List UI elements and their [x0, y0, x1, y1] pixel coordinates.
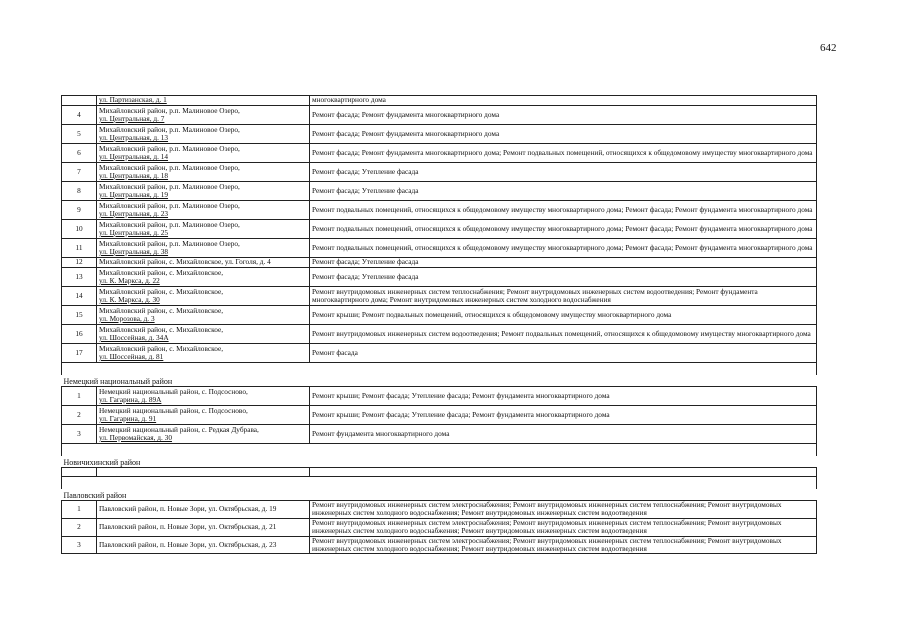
spacer-row [62, 444, 817, 457]
table-row [62, 344, 817, 363]
row-number: 2 [62, 406, 97, 425]
district-name: Павловский район [62, 489, 817, 501]
address-line: ул. К. Маркса, д. 22 [99, 276, 160, 285]
row-works: Ремонт внутридомовых инженерных систем электроснабжения; Ремонт внутридомовых инженерных систем теплоснабжения; Ремонт внутридомовых инженерных систем холодного водоснабжения; Ремонт внутридомовых инженерных систем водоотведения [310, 536, 817, 554]
row-address [97, 163, 310, 182]
row-works: Ремонт крыши; Ремонт фасада; Утепление фасада; Ремонт фундамента многоквартирного дома [310, 387, 817, 406]
table-row [62, 406, 817, 425]
address-line: Михайловский район, р.п. Малиновое Озеро, [99, 219, 240, 229]
table-row [62, 106, 817, 125]
row-works: многоквартирного дома [310, 96, 817, 106]
address-line: ул. Партизанская, д. 1 [99, 95, 167, 105]
row-works: Ремонт фасада; Утепление фасада [310, 268, 817, 287]
row-works: Ремонт внутридомовых инженерных систем водоотведения; Ремонт подвальных помещений, относящихся к общедомовому имуществу многоквартирного дома [310, 325, 817, 344]
table-row [62, 182, 817, 201]
table-row [62, 268, 817, 287]
row-number: 7 [62, 163, 97, 182]
row-address [97, 306, 310, 325]
table-row [62, 144, 817, 163]
row-number: 12 [62, 258, 97, 268]
district-header-row [62, 456, 817, 468]
empty-row [62, 468, 817, 477]
district-header-row [62, 375, 817, 387]
row-number: 11 [62, 239, 97, 258]
table-row [62, 501, 817, 519]
row-number: 16 [62, 325, 97, 344]
address-line: ул. К. Маркса, д. 30 [99, 295, 160, 304]
district-header-row [62, 489, 817, 501]
row-address [97, 144, 310, 163]
row-address [97, 501, 310, 519]
address-line: ул. Центральная, д. 13 [99, 133, 169, 142]
row-number: 8 [62, 182, 97, 201]
address-line: ул. Центральная, д. 23 [99, 209, 169, 218]
row-number: 2 [62, 518, 97, 536]
table-row [62, 325, 817, 344]
row-works: Ремонт крыши; Ремонт подвальных помещений, относящихся к общедомовому имуществу многоквартирного дома [310, 306, 817, 325]
table-row [62, 287, 817, 306]
row-address [97, 325, 310, 344]
row-works: Ремонт подвальных помещений, относящихся к общедомовому имуществу многоквартирного дома; Ремонт фасада; Ремонт фундамента многоквартирного дома [310, 201, 817, 220]
row-number: 10 [62, 220, 97, 239]
table-row [62, 163, 817, 182]
row-works: Ремонт внутридомовых инженерных систем электроснабжения; Ремонт внутридомовых инженерных систем теплоснабжения; Ремонт внутридомовых инженерных систем холодного водоснабжения; Ремонт внутридомовых инженерных систем водоотведения [310, 518, 817, 536]
table-row [62, 201, 817, 220]
spacer-cell [62, 477, 817, 490]
address-line: Михайловский район, р.п. Малиновое Озеро, [99, 162, 240, 172]
row-address [97, 220, 310, 239]
row-address [97, 425, 310, 444]
row-works: Ремонт фасада; Ремонт фундамента многоквартирного дома [310, 125, 817, 144]
row-address [97, 201, 310, 220]
table-row [62, 239, 817, 258]
address-line: Михайловский район, р.п. Малиновое Озеро, [99, 238, 240, 248]
table-row [62, 306, 817, 325]
row-number: 5 [62, 125, 97, 144]
row-works: Ремонт крыши; Ремонт фасада; Утепление фасада; Ремонт фундамента многоквартирного дома [310, 406, 817, 425]
row-address [97, 344, 310, 363]
address-line: ул. Центральная, д. 38 [99, 247, 169, 256]
row-works: Ремонт внутридомовых инженерных систем электроснабжения; Ремонт внутридомовых инженерных систем теплоснабжения; Ремонт внутридомовых инженерных систем холодного водоснабжения; Ремонт внутридомовых инженерных систем водоотведения [310, 501, 817, 519]
row-works: Ремонт фундамента многоквартирного дома [310, 425, 817, 444]
row-works: Ремонт фасада; Утепление фасада [310, 182, 817, 201]
spacer-cell [62, 444, 817, 457]
row-number: 9 [62, 201, 97, 220]
address-line: Михайловский район, р.п. Малиновое Озеро, [99, 105, 240, 115]
row-number: 3 [62, 536, 97, 554]
address-line: Михайловский район, р.п. Малиновое Озеро, [99, 200, 240, 210]
row-works: Ремонт внутридомовых инженерных систем теплоснабжения; Ремонт внутридомовых инженерных систем водоотведения; Ремонт фундамента многоквартирного дома; Ремонт внутридомовых инженерных систем холодного водоснабжения [310, 287, 817, 306]
row-works: Ремонт фасада; Ремонт фундамента многоквартирного дома [310, 106, 817, 125]
row-address [97, 96, 310, 106]
table-row [62, 96, 817, 106]
table-row [62, 387, 817, 406]
row-works: Ремонт подвальных помещений, относящихся к общедомовому имуществу многоквартирного дома; Ремонт фасада; Ремонт фундамента многоквартирного дома [310, 239, 817, 258]
address-line: Михайловский район, р.п. Малиновое Озеро, [99, 181, 240, 191]
table-row [62, 518, 817, 536]
row-works: Ремонт фасада; Утепление фасада [310, 163, 817, 182]
table-body [62, 96, 817, 554]
address-line: ул. Шоссейная, д. 81 [99, 352, 164, 361]
address-line: ул. Центральная, д. 19 [99, 190, 169, 199]
empty-cell [62, 468, 97, 477]
row-address [97, 106, 310, 125]
row-works: Ремонт фасада [310, 344, 817, 363]
address-line: ул. Шоссейная, д. 34А [99, 333, 169, 342]
row-address [97, 536, 310, 554]
address-line: Немецкий национальный район, с. Подсосново, [99, 405, 248, 415]
address-line: ул. Центральная, д. 7 [99, 114, 165, 123]
row-number: 1 [62, 501, 97, 519]
address-line: ул. Гагарина, д. 89А [99, 395, 162, 404]
table-row [62, 425, 817, 444]
address-line: Михайловский район, с. Михайловское, [99, 324, 224, 334]
page-number: 642 [820, 42, 837, 54]
table-row [62, 258, 817, 268]
address-line: Михайловский район, с. Михайловское, [99, 305, 224, 315]
row-address [97, 258, 310, 268]
address-line: Михайловский район, р.п. Малиновое Озеро, [99, 143, 240, 153]
row-address [97, 406, 310, 425]
row-number: 15 [62, 306, 97, 325]
address-line: Михайловский район, с. Михайловское, [99, 286, 224, 296]
table-row [62, 125, 817, 144]
row-address [97, 387, 310, 406]
address-line: ул. Центральная, д. 25 [99, 228, 169, 237]
table-row [62, 536, 817, 554]
row-number: 1 [62, 387, 97, 406]
address-line: Михайловский район, с. Михайловское, [99, 267, 224, 277]
address-line: Павловский район, п. Новые Зори, ул. Октябрьская, д. 21 [99, 522, 277, 532]
row-address [97, 239, 310, 258]
row-number: 14 [62, 287, 97, 306]
address-line: ул. Морозова, д. 3 [99, 314, 155, 323]
address-line: Немецкий национальный район, с. Редкая Дубрава, [99, 424, 259, 434]
row-number: 17 [62, 344, 97, 363]
table-row [62, 220, 817, 239]
address-line: Михайловский район, с. Михайловское, ул. Гоголя, д. 4 [99, 257, 271, 267]
row-number [62, 96, 97, 106]
spacer-cell [62, 363, 817, 376]
address-line: Павловский район, п. Новые Зори, ул. Октябрьская, д. 23 [99, 539, 277, 549]
address-line: Михайловский район, с. Михайловское, [99, 343, 224, 353]
row-address [97, 268, 310, 287]
row-works: Ремонт подвальных помещений, относящихся к общедомовому имуществу многоквартирного дома; Ремонт фасада; Ремонт фундамента многоквартирного дома [310, 220, 817, 239]
spacer-row [62, 477, 817, 490]
address-line: Немецкий национальный район, с. Подсосново, [99, 386, 248, 396]
address-line: Павловский район, п. Новые Зори, ул. Октябрьская, д. 19 [99, 504, 277, 514]
address-line: Михайловский район, р.п. Малиновое Озеро, [99, 124, 240, 134]
row-number: 13 [62, 268, 97, 287]
address-line: ул. Центральная, д. 18 [99, 171, 169, 180]
row-works: Ремонт фасада; Утепление фасада [310, 258, 817, 268]
address-line: ул. Первомайская, д. 30 [99, 433, 172, 442]
district-name: Немецкий национальный район [62, 375, 817, 387]
row-address [97, 518, 310, 536]
row-works: Ремонт фасада; Ремонт фундамента многоквартирного дома; Ремонт подвальных помещений, относящихся к общедомовому имуществу многоквартирного дома [310, 144, 817, 163]
row-address [97, 287, 310, 306]
empty-cell [97, 468, 310, 477]
row-number: 3 [62, 425, 97, 444]
row-number: 6 [62, 144, 97, 163]
address-line: ул. Гагарина, д. 91 [99, 414, 157, 423]
spacer-row [62, 363, 817, 376]
district-name: Новичихинский район [62, 456, 817, 468]
row-address [97, 125, 310, 144]
empty-cell [310, 468, 817, 477]
repair-register-table [61, 95, 817, 554]
row-number: 4 [62, 106, 97, 125]
address-line: ул. Центральная, д. 14 [99, 152, 169, 161]
row-address [97, 182, 310, 201]
